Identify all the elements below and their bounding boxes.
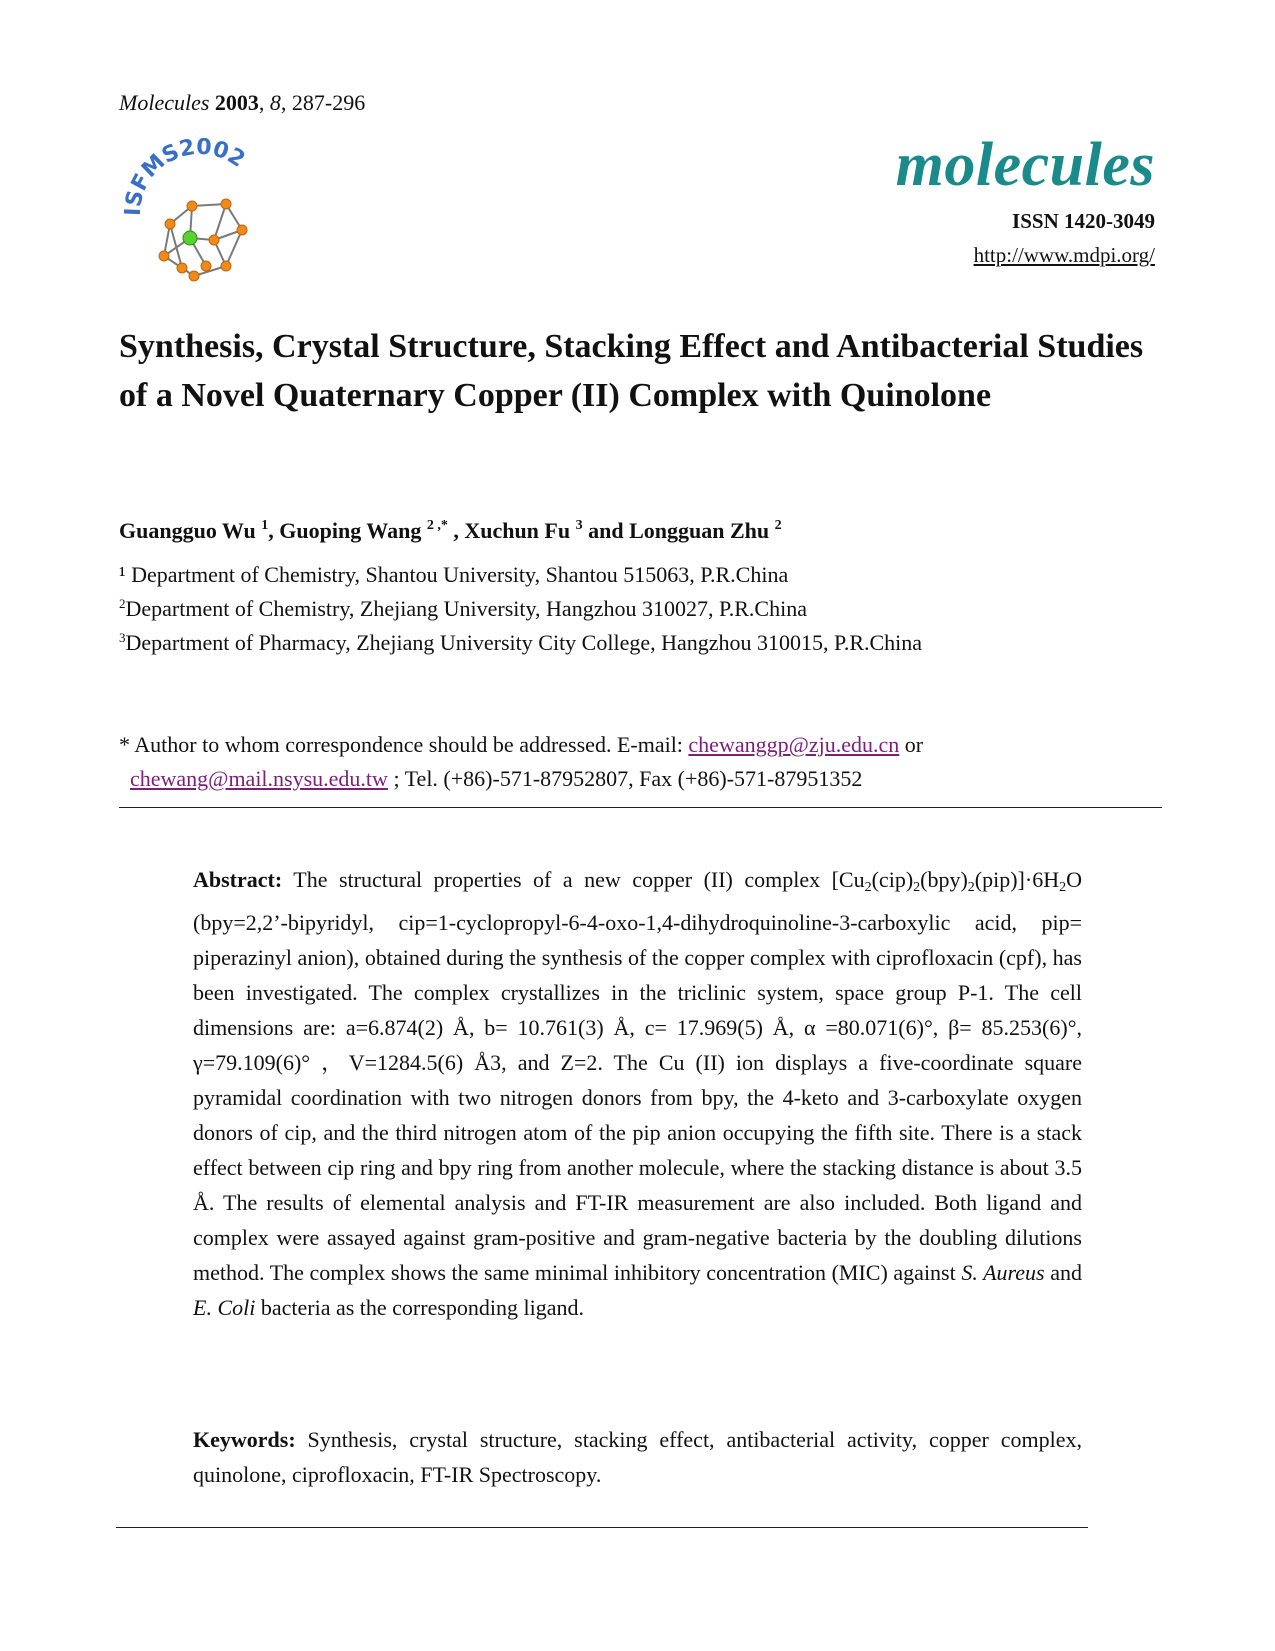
journal-url-link[interactable]: http://www.mdpi.org/: [973, 243, 1155, 267]
divider-top: [119, 807, 1162, 808]
isfms-logo: [118, 138, 286, 298]
abstract-body: (bpy=2,2’-bipyridyl, cip=1-cyclopropyl-6-4-oxo-1,4-dihydroquinoline-3-carboxylic acid, pip= piperazinyl anion), obtained during the synthesis of the copper complex with ciprofloxacin (cpf), has been investigated. The complex crystallizes in the triclinic system, space group P-1. The cell dimensions are: a=6.874(2) Å, b= 10.761(3) Å, c= 17.969(5) Å, α =80.071(6)°, β= 85.253(6)°, γ=79.109(6)° ，V=1284.5(6) Å3, and Z=2. The Cu (II) ion displays a five-coordinate square pyramidal coordination with two nitrogen donors from bpy, the 4-keto and 3-carboxylate oxygen donors of cip, and the third nitrogen atom of the pip anion occupying the fifth site. There is a stack effect between cip ring and bpy ring from another molecule, where the stacking distance is about 3.5 Å. The results of elemental analysis and FT-IR measurement are also included. Both ligand and complex were assayed against gram-positive and gram-negative bacteria by the doubling dilutions method. The complex shows the same minimal inhibitory concentration (MIC) against: [193, 910, 1082, 1285]
pages: , 287-296: [280, 90, 366, 115]
affiliation-text: Department of Chemistry, Zhejiang University, Hangzhou 310027, P.R.China: [125, 596, 807, 621]
affiliation-2: [119, 596, 807, 622]
author-mark: 1: [261, 518, 269, 533]
author-list: Guangguo Wu $^1$, Guoping Wang $^{2 ,*}$ , Xuchun Fu $^3$ and Longguan Zhu $^2$: [119, 518, 782, 543]
author-name: Guangguo Wu: [119, 518, 256, 543]
affiliation-mark: ¹: [119, 562, 126, 587]
keywords: [193, 1422, 1082, 1492]
citation-line: Molecules 2003, 8, 287-296: [119, 90, 366, 115]
affiliation-mark: 3: [119, 630, 126, 645]
keywords-label: Keywords:: [193, 1427, 296, 1452]
author-mark: 2: [774, 518, 782, 533]
logo-text: ISFMS2002: [120, 138, 250, 217]
author-mark: 2 ,*: [426, 518, 448, 533]
affiliation-3: [119, 630, 922, 656]
abstract-label: Abstract:: [193, 867, 283, 892]
journal-brand: molecules: [895, 131, 1155, 199]
year: 2003: [214, 90, 259, 115]
author-name: Guoping Wang: [279, 518, 422, 543]
issn: ISSN 1420-3049: [1012, 209, 1155, 233]
email-link-2[interactable]: chewang@mail.nsysu.edu.tw: [130, 766, 388, 791]
keywords-text: Synthesis, crystal structure, stacking effect, antibacterial activity, copper complex, quinolone, ciprofloxacin, FT-IR Spectroscopy.: [193, 1427, 1082, 1487]
affiliation-text: Department of Chemistry, Shantou University, Shantou 515063, P.R.China: [131, 562, 789, 587]
affiliation-1: [119, 562, 788, 588]
email-link-1[interactable]: chewanggp@zju.edu.cn: [688, 732, 900, 757]
journal-name: Molecules: [119, 90, 210, 115]
abstract: Abstract: The structural properties of a new copper (II) complex $[Cu_2(cip)_2(bpy)_2(pip)]\cdot 6H_2O$ (bpy=2,2’-bipyridyl, cip=1-cyclopropyl-6-4-oxo-1,4-dihydroquinoline-3-carboxylic acid, pip= piperazinyl anion), obtained during the synthesis of the copper complex with ciprofloxacin (cpf), has been investigated. The complex crystallizes in the triclinic system, space group P-1. The cell dimensions are: a=6.874(2) Å, b= 10.761(3) Å, c= 17.969(5) Å, α =80.071(6)°, β= 85.253(6)°, γ=79.109(6)° ，V=1284.5(6) Å3, and Z=2. The Cu (II) ion displays a five-coordinate square pyramidal coordination with two nitrogen donors from bpy, the 4-keto and 3-carboxylate oxygen donors of cip, and the third nitrogen atom of the pip anion occupying the fifth site. There is a stack effect between cip ring and bpy ring from another molecule, where the stacking distance is about 3.5 Å. The results of elemental analysis and FT-IR measurement are also included. Both ligand and complex were assayed against gram-positive and gram-negative bacteria by the doubling dilutions method. The complex shows the same minimal inhibitory concentration (MIC) against S. Aureus and E. Coli bacteria as the corresponding ligand.: [193, 867, 1082, 1320]
volume: 8: [269, 90, 281, 115]
correspondence: * Author to whom correspondence should be addressed. E-mail: chewanggp@zju.edu.cn or chewang@mail.nsysu.edu.tw ; Tel. (+86)-571-87952807, Fax (+86)-571-87951352: [119, 732, 924, 791]
affiliation-mark: 2: [119, 596, 126, 611]
paper-title: Synthesis, Crystal Structure, Stacking Effect and Antibacterial Studies of a Novel Quaternary Copper (II) Complex with Quinolone: [119, 328, 1144, 414]
author-name: Xuchun Fu: [464, 518, 571, 543]
affiliation-text: Department of Pharmacy, Zhejiang University City College, Hangzhou 310015, P.R.China: [125, 630, 923, 655]
author-name: Longguan Zhu: [629, 518, 770, 543]
author-mark: 3: [575, 518, 583, 533]
divider-bottom: [116, 1527, 1088, 1528]
